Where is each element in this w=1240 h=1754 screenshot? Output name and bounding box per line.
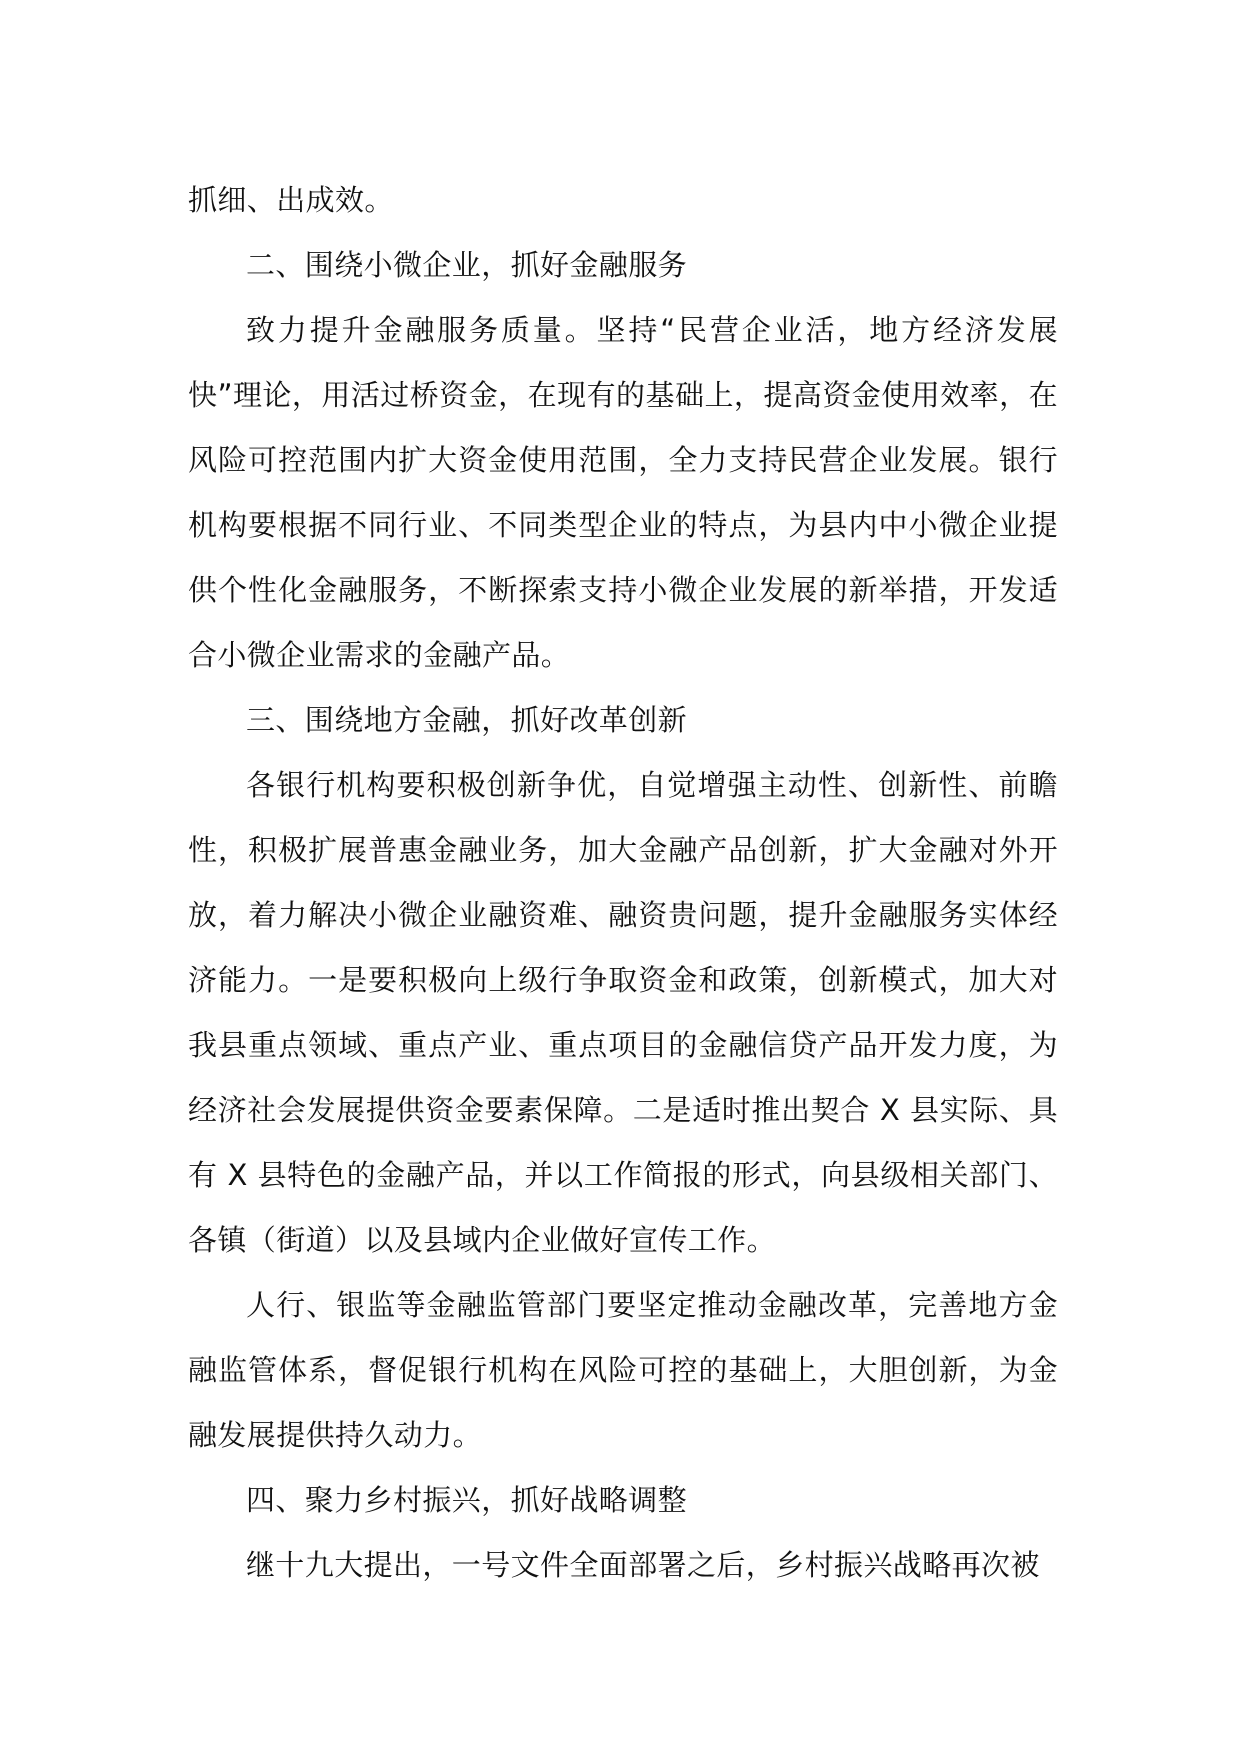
section-heading-3: 三、围绕地方金融，抓好改革创新: [246, 703, 688, 737]
section-heading-2: 二、围绕小微企业，抓好金融服务: [246, 248, 688, 282]
paragraph-financial-service: 致力提升金融服务质量。坚持“民营企业活，地方经济发展快”理论，用活过桥资金，在现有的基础上，提高资金使用效率，在风险可控范围内扩大资金使用范围，全力支持民营企业发展。银行机构要根据不同行业、不同类型企业的特点，为县内中小微企业提供个性化金融服务，不断探索支持小微企业发展的新举措，开发适合小微企业需求的金融产品。: [188, 313, 1058, 672]
paragraph-regulatory-reform: 人行、银监等金融监管部门要坚定推动金融改革，完善地方金融监管体系，督促银行机构在风险可控的基础上，大胆创新，为金融发展提供持久动力。: [188, 1288, 1058, 1452]
paragraph-bank-innovation: 各银行机构要积极创新争优，自觉增强主动性、创新性、前瞻性，积极扩展普惠金融业务，加大金融产品创新，扩大金融对外开放，着力解决小微企业融资难、融资贵问题，提升金融服务实体经济能力。一是要积极向上级行争取资金和政策，创新模式，加大对我县重点领域、重点产业、重点项目的金融信贷产品开发力度，为经济社会发展提供资金要素保障。二是适时推出契合 X 县实际、具有 X 县特色的金融产品，并以工作简报的形式，向县级相关部门、各镇（街道）以及县域内企业做好宣传工作。: [188, 768, 1058, 1257]
paragraph-rural-revitalization: 继十九大提出，一号文件全面部署之后，乡村振兴战略再次被: [246, 1548, 1040, 1582]
paragraph-continuation: 抓细、出成效。: [188, 183, 394, 217]
section-heading-4: 四、聚力乡村振兴，抓好战略调整: [246, 1483, 688, 1517]
document-body: [188, 168, 1058, 1598]
